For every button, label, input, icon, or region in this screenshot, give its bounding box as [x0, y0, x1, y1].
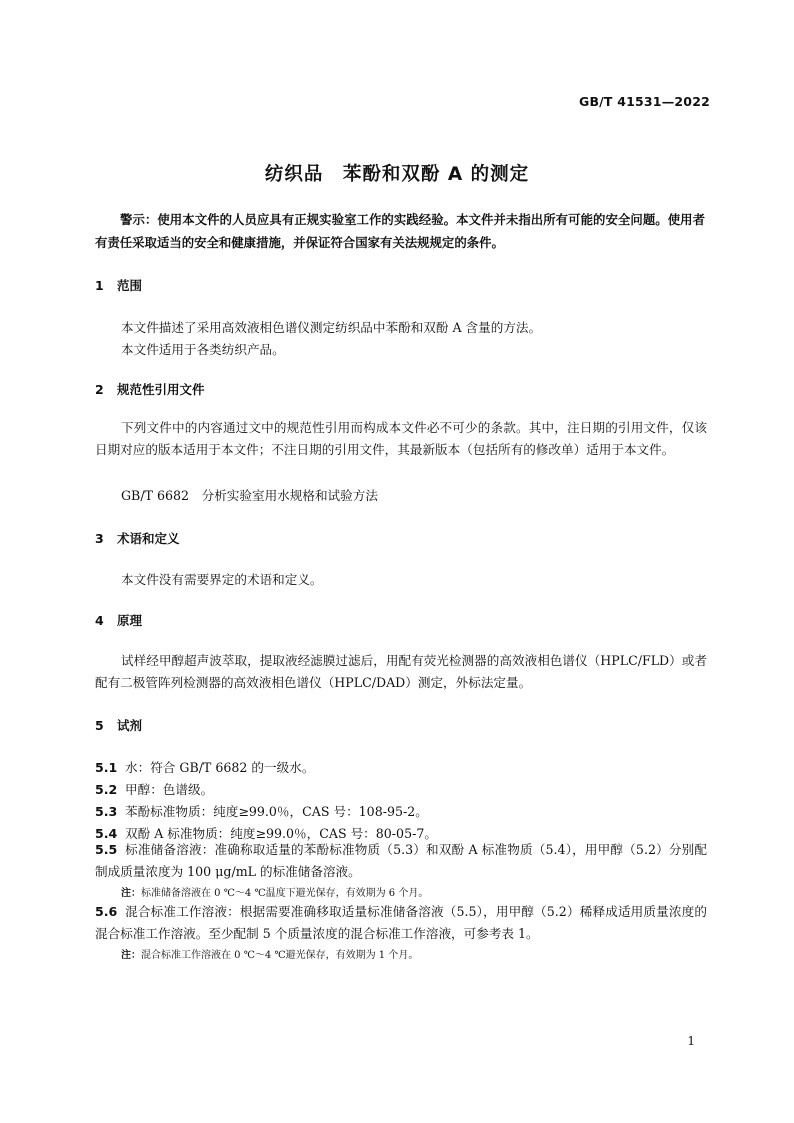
normative-reference: GB/T 6682 分析实验室用水规格和试验方法 [121, 488, 378, 503]
item-text: 混合标准工作溶液：根据需要准确移取适量标准储备溶液（5.5），用甲醇（5.2）稀释成适用质量浓度的混合标准工作溶液。至少配制 5 个质量浓度的混合标准工作溶液，可参考表 1。 [95, 904, 707, 941]
section-title: 术语和定义 [117, 531, 180, 546]
item-text: 水：符合 GB/T 6682 的一级水。 [125, 760, 315, 775]
section-title: 规范性引用文件 [117, 382, 205, 397]
item-text: 甲醇：色谱级。 [125, 782, 214, 797]
section-4-heading [95, 611, 142, 629]
item-number: 5.4 [95, 826, 118, 841]
section-number: 1 [95, 278, 104, 293]
reagent-item [95, 839, 707, 883]
note-label: 注： [121, 950, 141, 961]
item-number: 5.5 [95, 842, 118, 857]
section-title: 原理 [117, 613, 143, 628]
section-title: 试剂 [117, 718, 143, 733]
item-text: 双酚 A 标准物质：纯度≥99.0％，CAS 号：80-05-7。 [125, 826, 437, 841]
section-1-paragraph-1: 本文件描述了采用高效液相色谱仪测定纺织品中苯酚和双酚 A 含量的方法。 [121, 320, 542, 335]
section-4-paragraph: 试样经甲醇超声波萃取，提取液经滤膜过滤后，用配有荧光检测器的高效液相色谱仪（HPLC/FLD）或者配有二极管阵列检测器的高效液相色谱仪（HPLC/DAD）测定，外标法定量。 [95, 653, 707, 690]
item-number: 5.3 [95, 804, 118, 819]
reagent-item [95, 901, 707, 945]
warning-paragraph: 警示：使用本文件的人员应具有正规实验室工作的实践经验。本文件并未指出所有可能的安全问题。使用者有责任采取适当的安全和健康措施，并保证符合国家有关法规规定的条件。 [95, 212, 705, 250]
item-number: 5.2 [95, 782, 118, 797]
item-number: 5.6 [95, 904, 118, 919]
item-number: 5.1 [95, 760, 118, 775]
section-number: 4 [95, 613, 104, 628]
section-number: 5 [95, 718, 104, 733]
note-text: 标准储备溶液在 0 ℃～4 ℃温度下避光保存，有效期为 6 个月。 [141, 888, 429, 899]
item-text: 苯酚标准物质：纯度≥99.0％，CAS 号：108-95-2。 [125, 804, 428, 819]
section-number: 3 [95, 531, 104, 546]
note-text: 混合标准工作溶液在 0 ℃～4 ℃避光保存，有效期为 1 个月。 [141, 950, 419, 961]
section-title: 范围 [117, 278, 143, 293]
note [121, 884, 428, 899]
reagent-item [95, 779, 707, 801]
reagent-item [95, 757, 707, 779]
note [121, 946, 418, 961]
section-1-paragraph-2: 本文件适用于各类纺织产品。 [121, 342, 285, 357]
standard-number: GB/T 41531—2022 [578, 94, 710, 109]
section-1-heading [95, 276, 142, 294]
document-title: 纺织品 苯酚和双酚 A 的测定 [264, 164, 530, 185]
section-3-heading [95, 529, 180, 547]
section-2-paragraph: 下列文件中的内容通过文中的规范性引用而构成本文件必不可少的条款。其中，注日期的引用文件，仅该日期对应的版本适用于本文件；不注日期的引用文件，其最新版本（包括所有的修改单）适用于本文件。 [95, 420, 707, 457]
note-label: 注： [121, 888, 141, 899]
reagent-item [95, 801, 707, 823]
item-text: 标准储备溶液：准确称取适量的苯酚标准物质（5.3）和双酚 A 标准物质（5.4），用甲醇（5.2）分别配制成质量浓度为 100 μg/mL 的标准储备溶液。 [95, 842, 707, 879]
section-3-paragraph: 本文件没有需要界定的术语和定义。 [121, 572, 323, 587]
section-number: 2 [95, 382, 104, 397]
page-number: 1 [687, 1034, 695, 1048]
section-5-heading [95, 716, 142, 734]
section-2-heading [95, 380, 205, 398]
